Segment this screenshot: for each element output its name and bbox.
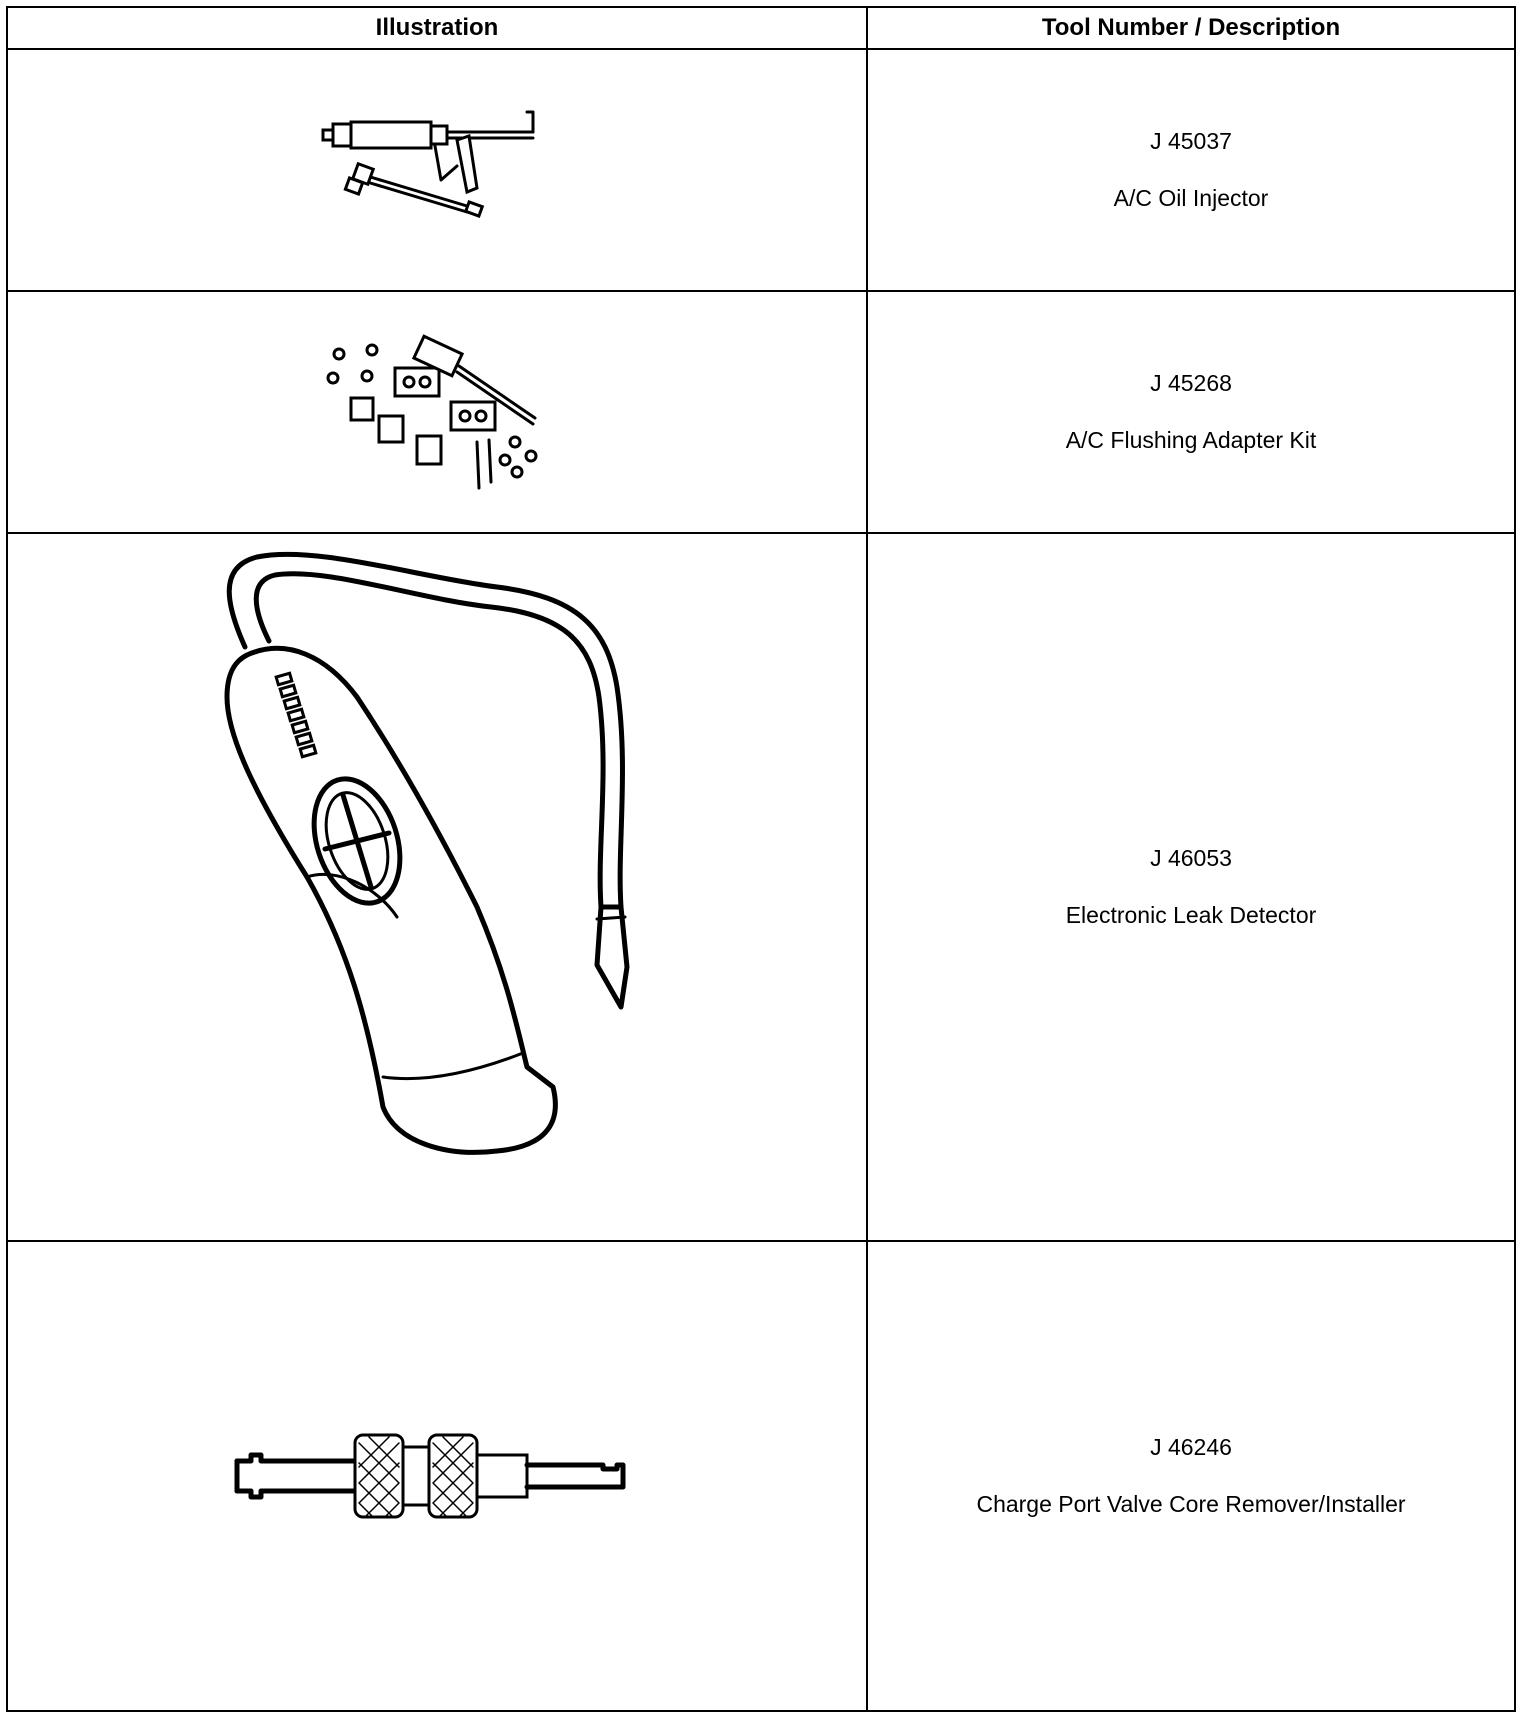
tool-number: J 46053 xyxy=(1150,845,1232,871)
tool-number: J 45037 xyxy=(1150,128,1232,154)
table-row xyxy=(7,49,1515,291)
tool-name: Charge Port Valve Core Remover/Installer xyxy=(976,1491,1406,1517)
header-illustration: Illustration xyxy=(7,7,867,49)
table-row xyxy=(7,533,1515,1241)
tool-number: J 46246 xyxy=(1150,1434,1232,1460)
table-row xyxy=(7,291,1515,533)
tool-name: A/C Oil Injector xyxy=(1113,185,1269,211)
description-cell xyxy=(867,1241,1515,1711)
leak-detector-illustration xyxy=(197,547,677,1227)
oil-injector-illustration xyxy=(317,110,557,230)
table-row xyxy=(7,1241,1515,1711)
illustration-cell xyxy=(7,1241,867,1711)
valve-core-tool-illustration xyxy=(227,1421,647,1531)
tool-name: A/C Flushing Adapter Kit xyxy=(1065,427,1317,453)
illustration-cell xyxy=(7,533,867,1241)
flushing-adapter-kit-illustration xyxy=(317,332,557,492)
description-cell xyxy=(867,533,1515,1241)
special-tools-table xyxy=(6,6,1516,1712)
tool-name: Electronic Leak Detector xyxy=(1065,902,1317,928)
header-tool-description: Tool Number / Description xyxy=(867,7,1515,49)
bar-graph-icon xyxy=(276,673,316,757)
description-cell xyxy=(867,49,1515,291)
description-cell xyxy=(867,291,1515,533)
illustration-cell xyxy=(7,291,867,533)
tool-number: J 45268 xyxy=(1150,370,1232,396)
table-header-row xyxy=(7,7,1515,49)
illustration-cell xyxy=(7,49,867,291)
